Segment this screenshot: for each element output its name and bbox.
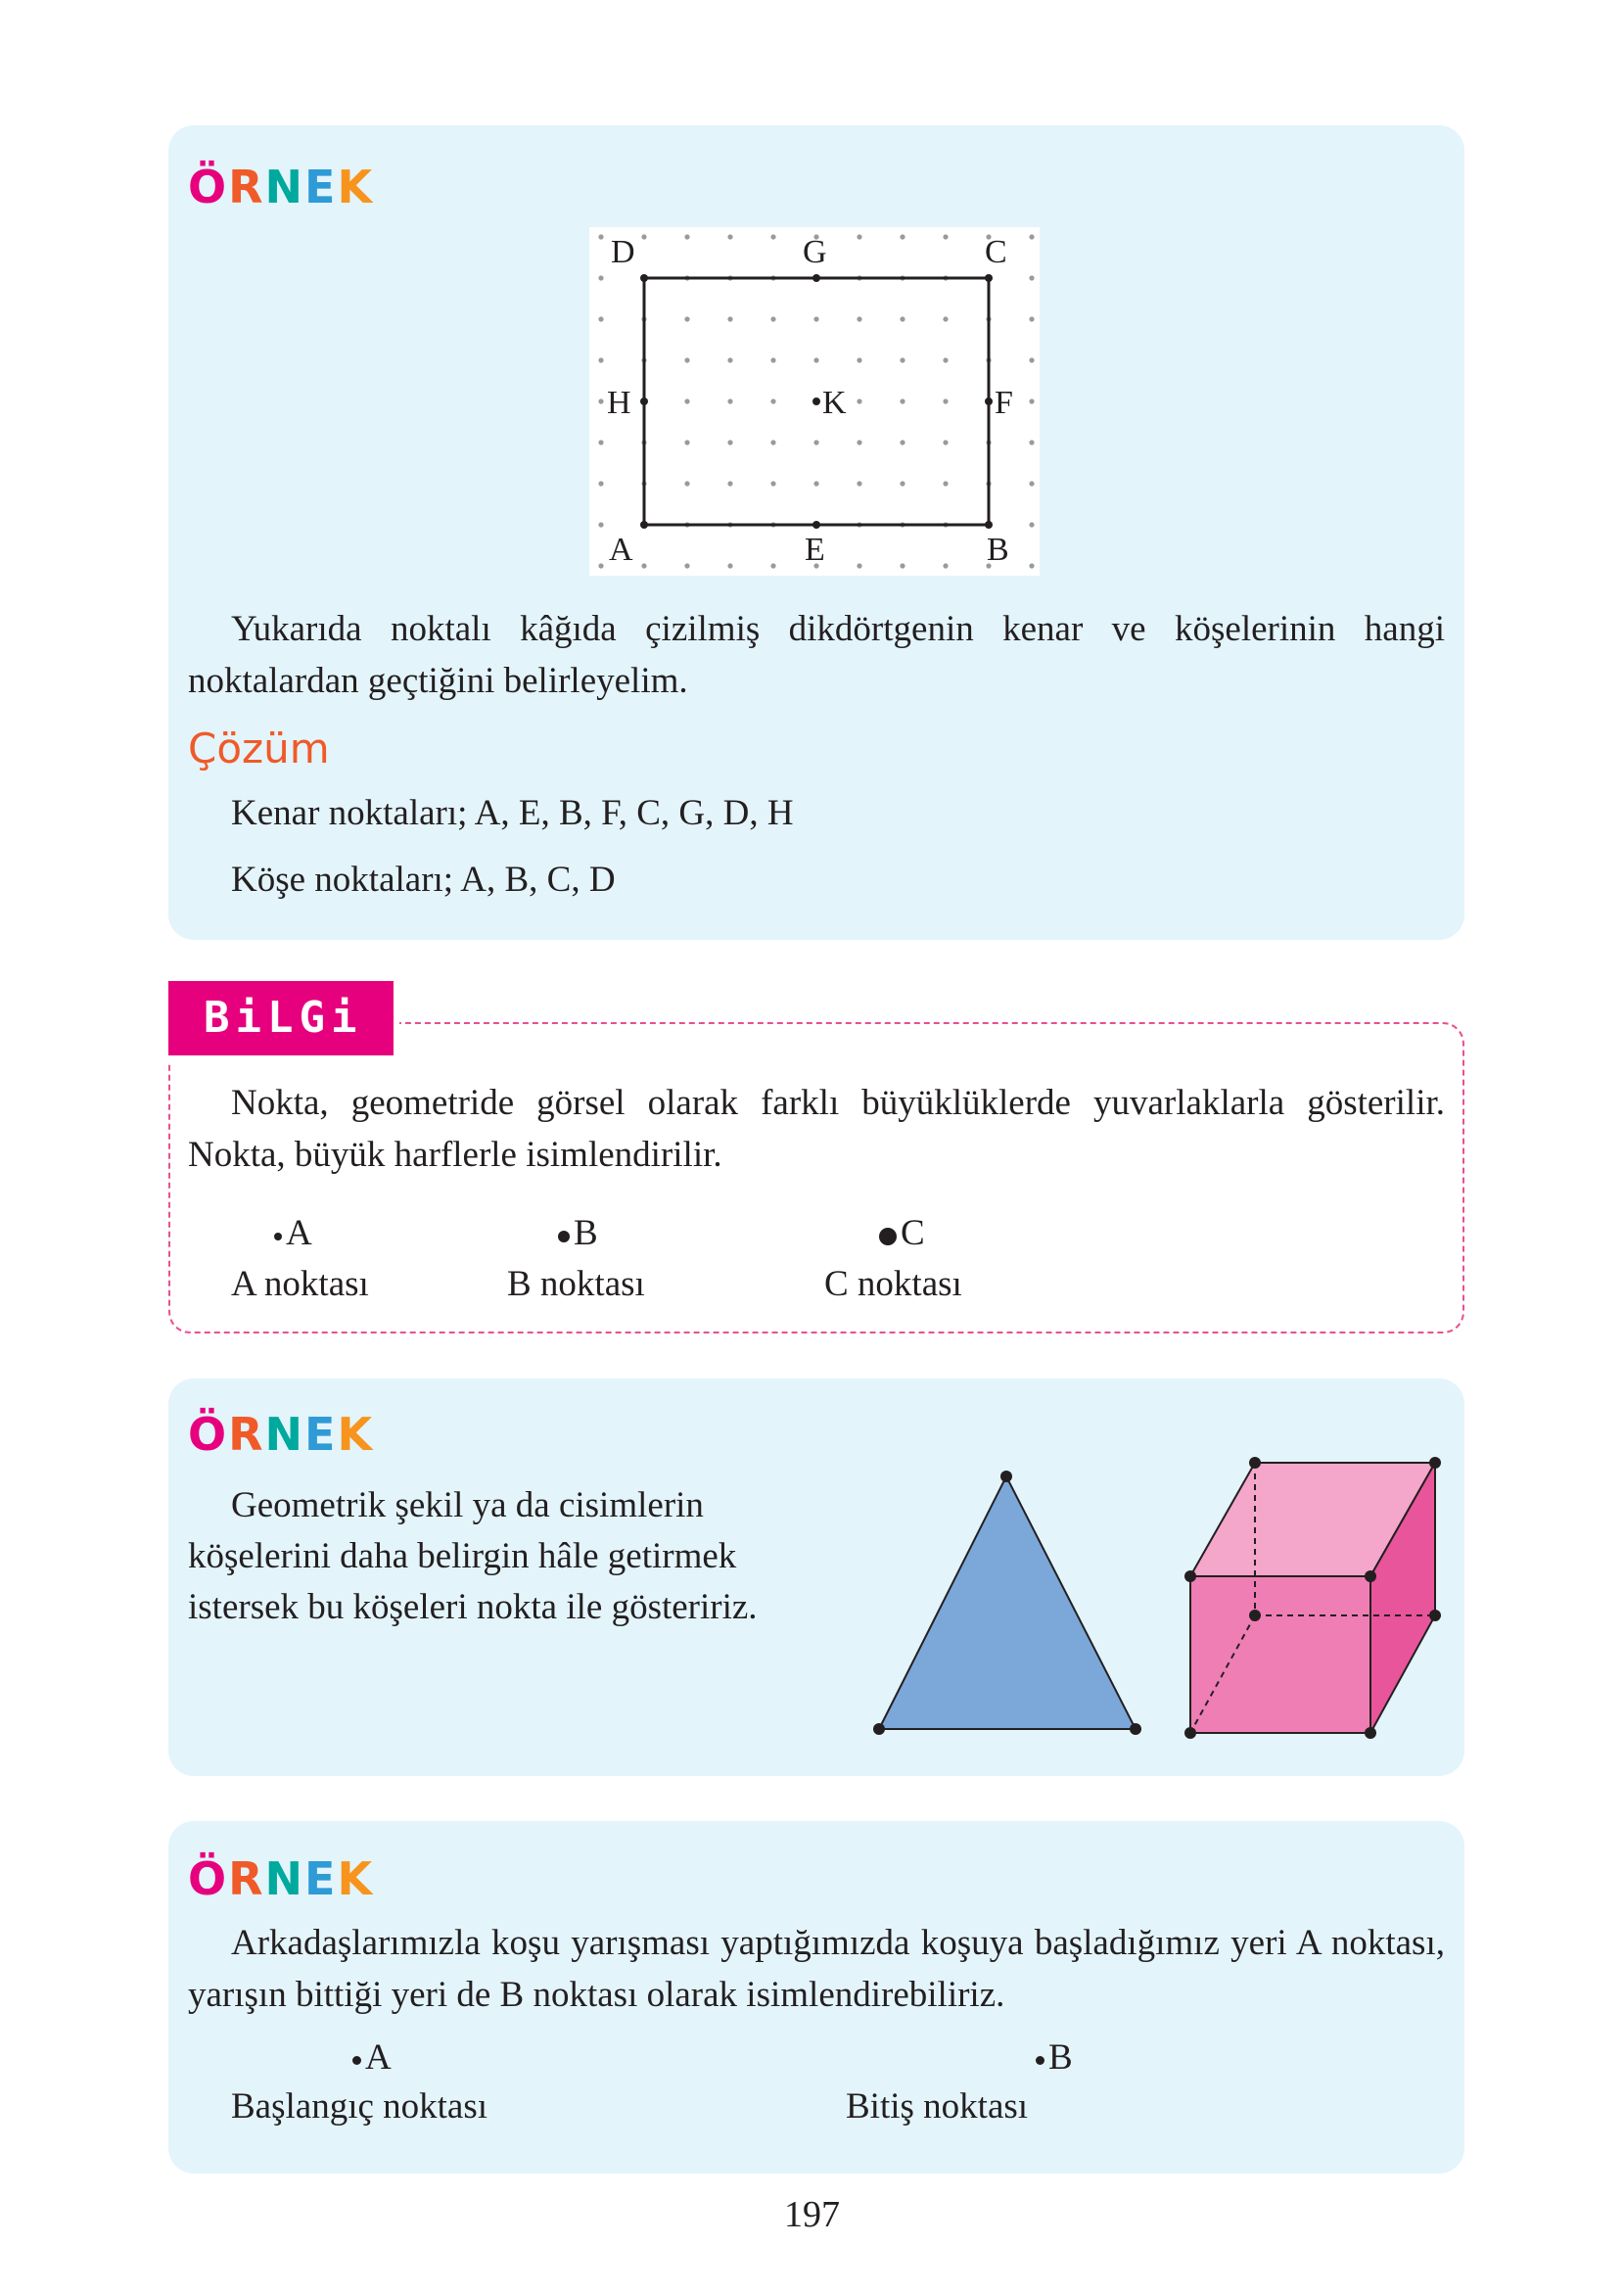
info-tag: BiLGi	[168, 981, 394, 1055]
example-box-2	[168, 1379, 1464, 1776]
point-dot	[558, 1231, 570, 1242]
point-dot	[1036, 2056, 1044, 2065]
ornek-heading: ÖRNEK	[188, 1408, 375, 1461]
label-b: B	[987, 532, 1009, 568]
label-g: G	[803, 234, 827, 270]
example3-text: Arkadaşlarımızla koşu yarışması yaptığımızda koşuya başladığımız yeri A noktası, yarışın bittiği yeri de B noktası olarak isimlendirebiliriz.	[188, 1923, 1445, 2015]
label-c: C	[985, 234, 1007, 270]
label-a: A	[609, 532, 633, 568]
point-dot	[352, 2056, 361, 2065]
dot-paper-rectangle-figure	[589, 227, 1040, 576]
info-text: Nokta, geometride görsel olarak farklı büyüklüklerde yuvarlaklarla gösterilir. Nokta, büyük harflerle isimlendirilir.	[188, 1083, 1445, 1175]
label-e: E	[805, 532, 825, 568]
example2-text: Geometrik şekil ya da cisimlerin köşelerini daha belirgin hâle getirmek istersek bu köşeleri nokta ile gösteririz.	[188, 1485, 758, 1627]
label-h: H	[607, 385, 631, 421]
point-dot	[879, 1228, 897, 1245]
example-box-3	[168, 1821, 1464, 2174]
point-a-example: A	[274, 1212, 312, 1255]
edge-points: Kenar noktaları; A, E, B, F, C, G, D, H	[231, 793, 794, 833]
point-b-caption: B noktası	[507, 1264, 645, 1304]
point-c-example: C	[879, 1212, 925, 1255]
solution-heading: Çözüm	[188, 725, 330, 772]
ornek-heading: ÖRNEK	[188, 161, 375, 213]
point-dot	[274, 1233, 282, 1240]
point-c-caption: C noktası	[824, 1264, 962, 1304]
label-d: D	[611, 234, 635, 270]
start-point: A	[352, 2036, 392, 2080]
ornek-heading: ÖRNEK	[188, 1852, 375, 1905]
page-number: 197	[784, 2194, 840, 2235]
triangle-figure	[863, 1465, 1147, 1749]
label-f: F	[995, 385, 1013, 421]
point-a-caption: A noktası	[231, 1264, 369, 1304]
end-caption: Bitiş noktası	[846, 2086, 1029, 2127]
example-box-1	[168, 125, 1464, 940]
point-b-example: B	[558, 1212, 598, 1255]
label-k: K	[822, 385, 847, 421]
corner-points: Köşe noktaları; A, B, C, D	[231, 860, 616, 900]
cube-figure	[1173, 1457, 1457, 1741]
start-caption: Başlangıç noktası	[231, 2086, 488, 2127]
example1-text: Yukarıda noktalı kâğıda çizilmiş dikdörtgenin kenar ve köşelerinin hangi noktalardan geçtiğini belirleyelim.	[188, 609, 1445, 701]
end-point: B	[1036, 2036, 1073, 2080]
